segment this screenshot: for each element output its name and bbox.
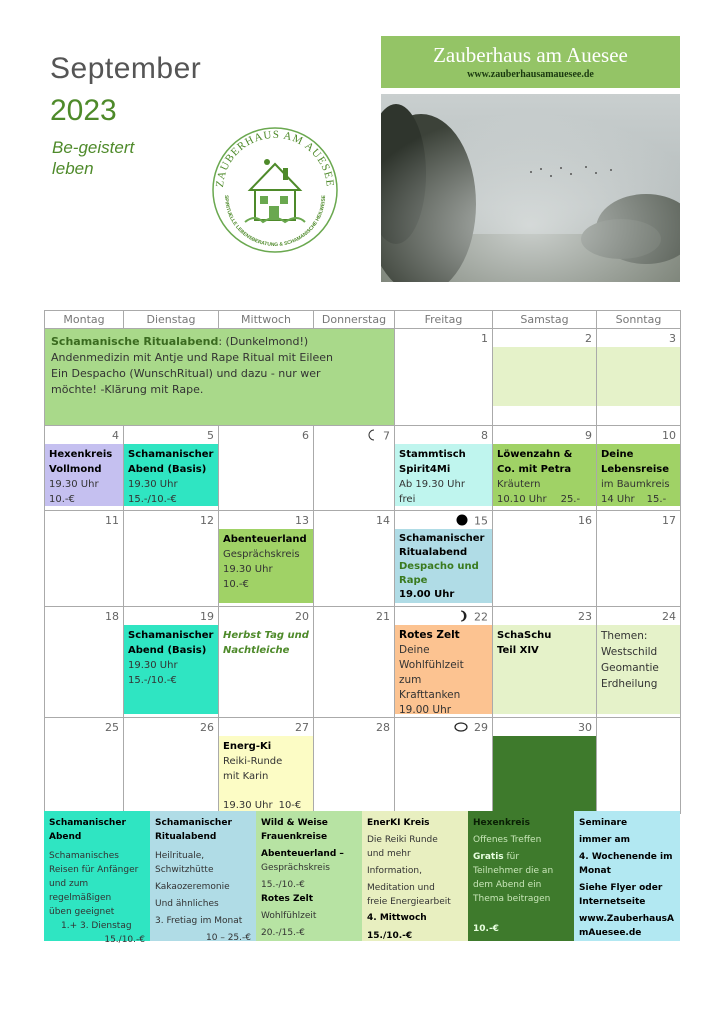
weekday-tuesday: Dienstag [124, 311, 219, 329]
day-number: 20 [295, 610, 309, 623]
ritual-banner-line2: Andenmedizin mit Antje und Rape Ritual mit Eileen [51, 351, 333, 364]
day-number: 9 [585, 429, 592, 442]
event-title: Vollmond [49, 464, 102, 475]
event-title: Lebensreise [601, 464, 670, 475]
brand-banner [381, 36, 680, 88]
ritual-banner-suffix: : (Dunkelmond!) [218, 335, 309, 348]
event-hexenkreis[interactable] [45, 444, 123, 506]
event-title: Löwenzahn & [497, 449, 573, 460]
day-number: 29 [474, 721, 488, 734]
year-title: 2023 [50, 94, 117, 127]
event-ritualabend[interactable] [395, 529, 492, 603]
legend-text: freie Energiearbeit [367, 897, 451, 907]
legend-frauenkreise[interactable] [256, 811, 362, 941]
week-row-4 [45, 607, 681, 718]
legend-text: üben geeignet [49, 907, 115, 917]
legend-text: regelmäßigen [49, 893, 112, 903]
legend-price: 15./10.-€ [104, 935, 145, 945]
legend-title: Monat [579, 866, 611, 876]
day-number: 23 [578, 610, 592, 623]
half-moon-icon [458, 610, 468, 625]
day-number: 26 [200, 721, 214, 734]
event-title: Schamanischer [128, 449, 214, 460]
day-number: 8 [481, 429, 488, 442]
event-text: Themen: [601, 630, 648, 642]
event-energ-ki[interactable] [219, 736, 313, 813]
weekday-friday: Freitag [395, 311, 493, 329]
event-text: Westschild [601, 646, 658, 658]
day-number: 19 [200, 610, 214, 623]
legend-title: Seminare [579, 818, 628, 828]
event-schaschu[interactable] [493, 625, 596, 714]
event-schamanischer-abend[interactable] [124, 625, 218, 714]
legend-schamanischer-abend[interactable] [44, 811, 150, 945]
day-cell-3[interactable] [597, 329, 681, 426]
week-row-1 [45, 329, 681, 426]
event-subtitle: im Baumkreis [601, 479, 670, 490]
legend-title: Hexenkreis [473, 818, 530, 828]
day-cell-20[interactable] [219, 607, 314, 718]
event-price: 15.-/10.-€ [128, 494, 177, 505]
legend-text: Heilrituale, [155, 851, 205, 861]
event-price: 10-€ [278, 800, 302, 811]
event-title: Ritualabend [399, 547, 468, 558]
event-time: 19.30 Uhr [223, 564, 273, 575]
weekday-sunday: Sonntag [597, 311, 681, 329]
event-title: SchaSchu [497, 630, 552, 641]
day-number: 4 [112, 429, 119, 442]
event-title: Spirit4Mi [399, 464, 451, 475]
legend-text: Reisen für Anfänger [49, 865, 139, 875]
logo-text-top: ZAUBERHAUS AM AUESEE [213, 128, 337, 189]
day-cell-empty [597, 718, 681, 814]
legend-link[interactable]: mAuesee.de [579, 928, 642, 938]
event-price: 15.- [646, 494, 667, 505]
legend-title: Internetseite [579, 897, 646, 907]
event-price: frei [399, 494, 416, 505]
legend-ritualabend[interactable] [150, 811, 256, 941]
legend-title: Ritualabend [155, 832, 217, 842]
legend-text: 3. Fretiag im Monat [155, 916, 243, 926]
event-loewenzahn[interactable] [493, 444, 596, 506]
weekday-header-row [45, 311, 681, 329]
day-number: 22 [474, 610, 488, 624]
event-title: Schamanischer [399, 533, 485, 544]
event-title: Co. mit Petra [497, 464, 572, 475]
day-cell-14[interactable] [314, 511, 395, 607]
event-subtitle: Gesprächskreis [223, 549, 300, 560]
legend-title: immer am [579, 835, 630, 845]
day-cell-13[interactable] [219, 511, 314, 607]
new-moon-icon [456, 514, 468, 529]
week-row-5 [45, 718, 681, 814]
legend-title: Schamanischer [155, 818, 232, 828]
day-number: 25 [105, 721, 119, 734]
event-title: Energ-Ki [223, 741, 272, 752]
event-lebensreise[interactable] [597, 444, 680, 506]
event-title: Abenteuerland [223, 534, 307, 545]
event-title: Hexenkreis [49, 449, 113, 460]
event-text: Erdheilung [601, 678, 658, 690]
day-number: 17 [662, 514, 676, 527]
day-cell-16[interactable] [493, 511, 597, 607]
day-number: 24 [662, 610, 676, 623]
legend-text: Wohlfühlzeit [261, 911, 317, 921]
event-title: Deine [601, 449, 634, 460]
event-title: Abend (Basis) [128, 464, 207, 475]
motto-line-2: leben [52, 159, 94, 178]
day-number: 3 [669, 332, 676, 345]
legend-price: 15./10.-€ [367, 931, 413, 941]
day-cell-19[interactable] [124, 607, 219, 718]
full-moon-icon [454, 722, 468, 735]
legend-title: EnerKI Kreis [367, 818, 430, 828]
week-row-3 [45, 511, 681, 607]
day-cell-1[interactable] [395, 329, 493, 426]
event-price: 25.- [560, 494, 581, 505]
legend-price: 20.-/15.-€ [261, 928, 305, 938]
event-herbst[interactable] [219, 625, 313, 661]
zauberhaus-logo [205, 118, 345, 258]
day-number: 18 [105, 610, 119, 623]
event-title: Rotes Zelt [399, 629, 460, 641]
svg-text:ZAUBERHAUS AM AUESEE [214, 129, 336, 188]
calendar-grid [44, 310, 681, 814]
event-time: 19.00 Uhr [399, 704, 452, 716]
legend-text: Schamanisches [49, 851, 119, 861]
day-cell-25[interactable] [45, 718, 124, 814]
event-text: Wohlfühlzeit [399, 659, 464, 671]
day-cell-9[interactable] [493, 426, 597, 511]
ritual-banner-line4: möchte! -Klärung mit Rape. [51, 383, 204, 396]
event-title: Herbst Tag und [223, 630, 309, 641]
day-cell-7[interactable] [314, 426, 395, 511]
day-number: 1 [481, 332, 488, 345]
legend-title: Siehe Flyer oder [579, 883, 663, 893]
day-number: 16 [578, 514, 592, 527]
event-text: Krafttanken [399, 689, 461, 701]
legend-title: 4. Mittwoch [367, 913, 427, 923]
legend-text: Die Reiki Runde [367, 835, 438, 845]
legend-text: Kakaozeremonie [155, 882, 230, 892]
day-number: 10 [662, 429, 676, 442]
legend-title: Rotes Zelt [261, 894, 314, 904]
day-cell-10[interactable] [597, 426, 681, 511]
legend-hexenkreis[interactable] [468, 811, 574, 941]
legend-title: Abend [49, 832, 82, 842]
legend-title: Gratis [473, 852, 504, 862]
legend-text: Meditation und [367, 883, 435, 893]
day-number: 30 [578, 721, 592, 734]
day-cell-12[interactable] [124, 511, 219, 607]
day-cell-4[interactable] [45, 426, 124, 511]
legend-link[interactable]: www.ZauberhausA [579, 914, 674, 924]
event-time: 19.30 Uhr [223, 800, 273, 811]
week-row-2 [45, 426, 681, 511]
event-time: 14 Uhr [601, 494, 635, 505]
day-number: 28 [376, 721, 390, 734]
weekday-monday: Montag [45, 311, 124, 329]
day-number: 27 [295, 721, 309, 734]
legend-text: Offenes Treffen [473, 835, 542, 845]
event-time: Ab 19.30 Uhr [399, 479, 465, 490]
legend-text: für [503, 852, 520, 862]
day-number: 12 [200, 514, 214, 527]
event-text: Reiki-Runde [223, 756, 283, 767]
event-subtitle: Rape [399, 575, 428, 586]
misty-landscape-photo [381, 94, 680, 282]
day-number: 14 [376, 514, 390, 527]
event-text: mit Karin [223, 771, 269, 782]
weekday-saturday: Samstag [493, 311, 597, 329]
crescent-moon-icon [367, 429, 377, 444]
event-time: 19.30 Uhr [128, 660, 178, 671]
ritual-banner-cell[interactable] [45, 329, 395, 426]
event-time: 19.30 Uhr [128, 479, 178, 490]
legend-title: 4. Wochenende im [579, 852, 673, 862]
event-themen[interactable] [597, 625, 680, 714]
day-cell-2[interactable] [493, 329, 597, 426]
event-price: 15.-/10.-€ [128, 675, 177, 686]
brand-title: Zauberhaus am Auesee [433, 43, 628, 67]
day-cell-11[interactable] [45, 511, 124, 607]
event-abenteuerland[interactable] [219, 529, 313, 603]
event-price: 10.-€ [49, 494, 75, 505]
day-cell-5[interactable] [124, 426, 219, 511]
legend-title: Wild & Weise [261, 818, 328, 828]
month-title: September [50, 52, 202, 85]
event-subtitle: Despacho und [399, 561, 479, 572]
legend-text: Und ähnliches [155, 899, 219, 909]
event-schamanischer-abend[interactable] [124, 444, 218, 506]
legend-text: Thema beitragen [473, 894, 551, 904]
event-text: zum [399, 674, 422, 686]
day-cell-24[interactable] [597, 607, 681, 718]
event-time: 10.10 Uhr [497, 494, 547, 505]
legend-text: Schwitzhütte [155, 865, 214, 875]
event-title: Schamanischer [128, 630, 214, 641]
event-title: Stammtisch [399, 449, 466, 460]
ritual-banner-line3: Ein Despacho (WunschRitual) und dazu - nur wer [51, 367, 321, 380]
event-price: 10.-€ [223, 579, 249, 590]
legend-title: Frauenkreise [261, 832, 328, 842]
event-block-dark[interactable] [493, 736, 596, 813]
event-title: Teil XIV [497, 645, 539, 656]
day-cell-22[interactable] [395, 607, 493, 718]
weekday-thursday: Donnerstag [314, 311, 395, 329]
event-time: 19.30 Uhr [49, 479, 99, 490]
day-cell-29[interactable] [395, 718, 493, 814]
day-number: 6 [302, 429, 309, 442]
legend-text: Teilnehmer die an [473, 866, 554, 876]
event-title: Nachtleiche [223, 645, 290, 656]
day-cell-26[interactable] [124, 718, 219, 814]
legend-text: 1.+ 3. Dienstag [61, 921, 132, 931]
legend-text: Information, [367, 866, 422, 876]
day-cell-15[interactable] [395, 511, 493, 607]
event-time: 19.00 Uhr [399, 589, 455, 600]
event-stammtisch[interactable] [395, 444, 492, 506]
legend-title: Abenteuerland – [261, 849, 344, 859]
day-cell-18[interactable] [45, 607, 124, 718]
event-subtitle: Kräutern [497, 479, 541, 490]
day-number: 11 [105, 514, 119, 527]
legend-price: 15.-/10.-€ [261, 880, 305, 890]
day-cell-28[interactable] [314, 718, 395, 814]
day-number: 7 [383, 429, 390, 443]
day-number: 15 [474, 514, 488, 528]
day-number: 5 [207, 429, 214, 442]
event-text: Geomantie [601, 662, 659, 674]
day-cell-17[interactable] [597, 511, 681, 607]
legend-text: und mehr [367, 849, 411, 859]
brand-url[interactable]: www.zauberhausamauesee.de [467, 69, 594, 80]
day-number: 13 [295, 514, 309, 527]
legend-seminare[interactable] [574, 811, 680, 941]
ritual-banner-title: Schamanische Ritualabend [51, 335, 219, 348]
legend-text: und zum [49, 879, 89, 889]
footer-legend [44, 811, 680, 945]
legend-text: dem Abend ein [473, 880, 542, 890]
weekday-wednesday: Mittwoch [219, 311, 314, 329]
event-title: Abend (Basis) [128, 645, 207, 656]
day-cell-27[interactable] [219, 718, 314, 814]
legend-title: Schamanischer [49, 818, 126, 828]
legend-price: 10 – 25.-€ [206, 933, 251, 943]
logo-text-bottom: SPIRITUELLE LEBENSBERATUNG & SCHAMANISCHE HEILWEISE [222, 195, 328, 249]
day-cell-8[interactable] [395, 426, 493, 511]
day-cell-6[interactable] [219, 426, 314, 511]
day-number: 21 [376, 610, 390, 623]
day-cell-30[interactable] [493, 718, 597, 814]
event-rotes-zelt[interactable] [395, 625, 492, 714]
motto [52, 137, 182, 179]
motto-line-1: Be-geistert [52, 138, 135, 157]
legend-price: 10.-€ [473, 924, 499, 934]
event-text: Deine [399, 644, 430, 656]
day-cell-23[interactable] [493, 607, 597, 718]
house-icon [245, 159, 305, 222]
day-cell-21[interactable] [314, 607, 395, 718]
legend-text: Gesprächskreis [261, 863, 330, 873]
day-number: 2 [585, 332, 592, 345]
legend-enerki[interactable] [362, 811, 468, 941]
